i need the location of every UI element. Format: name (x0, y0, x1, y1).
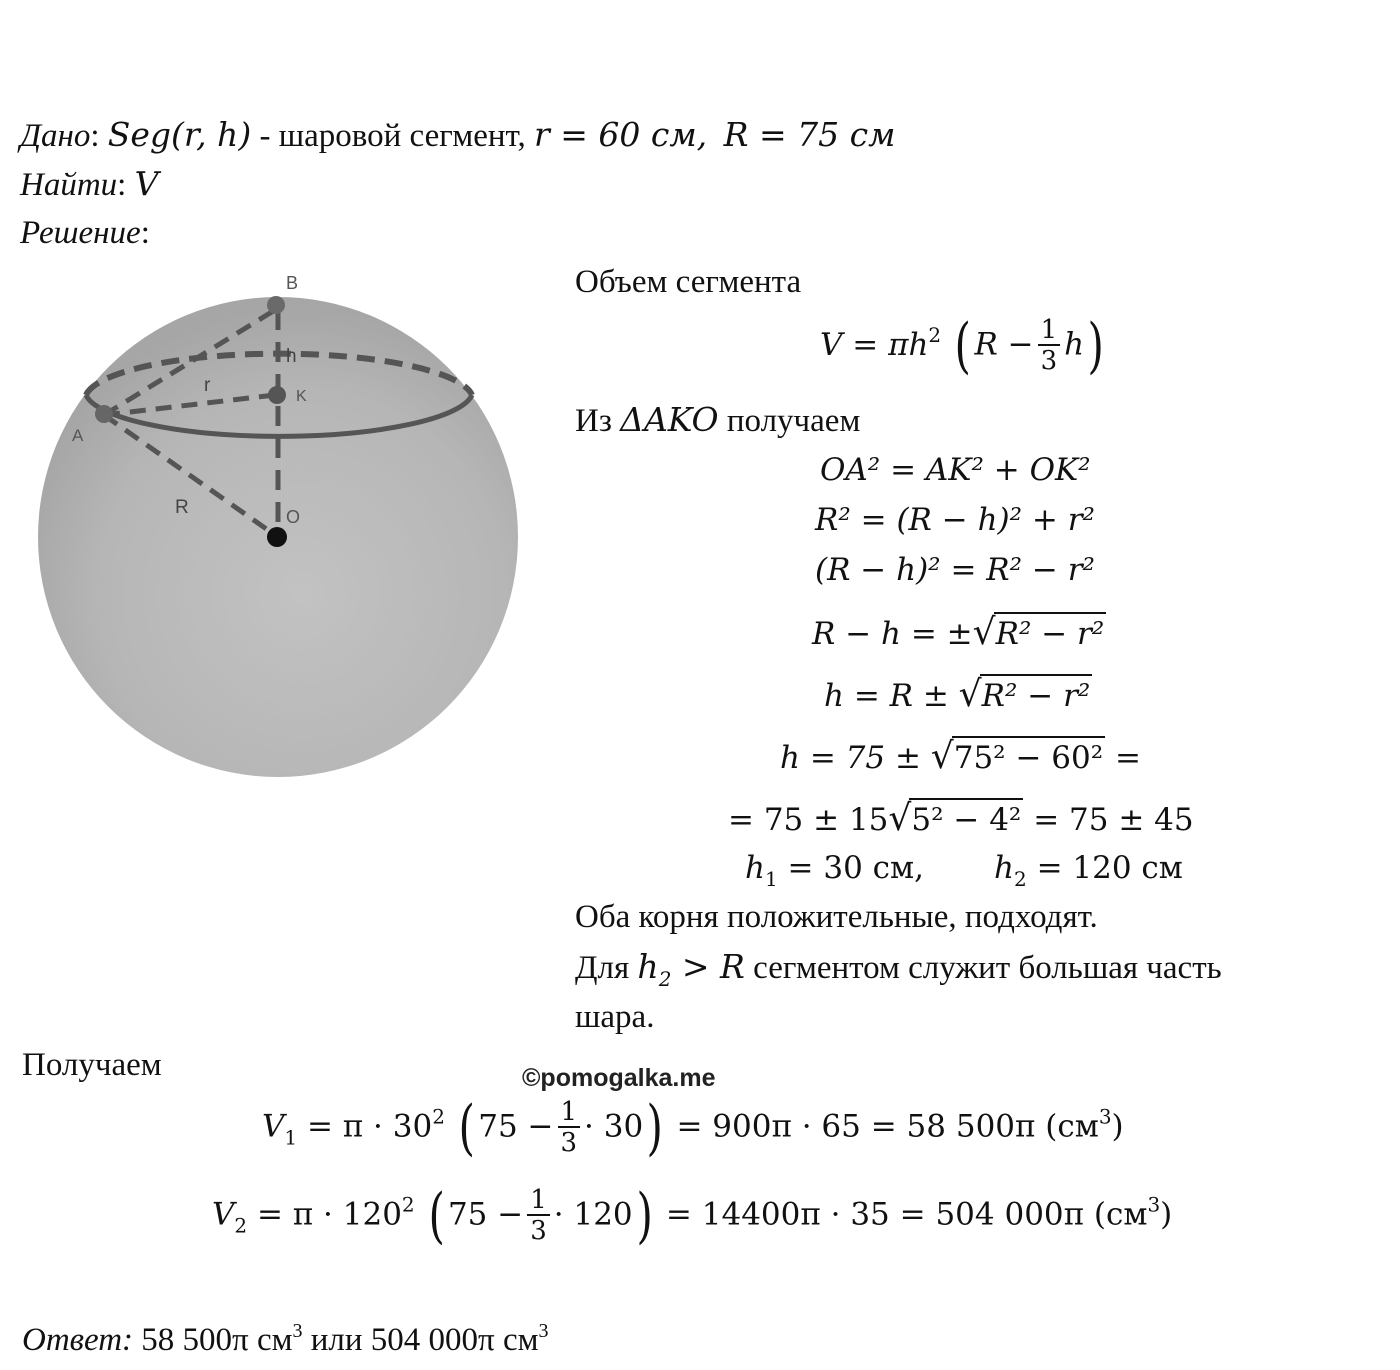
volume-title: Объем сегмента (575, 264, 802, 300)
volume-2-equation: $V_2 = \pi \cdot 120^2$ ( 75 − $\frac{1}{3}$ · 120) = 14400π · 35 = 504 000π $(см^3)$ (212, 1181, 1173, 1251)
answer-label: Ответ: (22, 1322, 134, 1358)
sphere-diagram (20, 255, 540, 795)
radius-r-value: r = 60 см, (533, 115, 708, 154)
volume-1-equation: $V_1 = \pi \cdot 30^2$ ( 75 − $\frac{1}{3}$ · 30) = 900π · 65 = 58 500π $(см^3)$ (262, 1093, 1124, 1163)
point-A (95, 405, 113, 423)
equation-3: (R − h)² = R² − r² (815, 552, 1095, 588)
radius-R-value: R = 75 см (723, 115, 896, 154)
given-description: - шаровой сегмент, (251, 118, 534, 154)
point-K (268, 386, 286, 404)
ball-text: шара. (575, 999, 655, 1035)
equation-4: R − h = ±√R² − r² (812, 612, 1105, 653)
label-B: B (286, 273, 299, 293)
label-h: h (286, 346, 297, 367)
equation-1: OA² = AK² + OK² (820, 452, 1091, 488)
label-K: K (296, 388, 307, 405)
point-O (267, 527, 287, 547)
equation-6: h = 75 ± √75² − 60² = (780, 736, 1142, 777)
roots-line: $h_1 = 30$ см, $h_2 = 120$ см (745, 850, 1183, 891)
watermark: ©pomogalka.me (522, 1064, 716, 1092)
equation-5: h = R ± √R² − r² (824, 674, 1091, 715)
equation-7: = 75 ± 15√5² − 4² = 75 ± 45 (728, 798, 1194, 839)
given-line: Дано: Seg(r, h) - шаровой сегмент, r = 60 см, R = 75 см (20, 115, 896, 154)
answer-line: Ответ: 58 500π $см^3$ или 504 000π $см^3$ (22, 1320, 549, 1358)
volume-formula: $V = \pi h^2$ ( R − $\frac{1}{3}$ h) (820, 311, 1105, 381)
volume-lhs: $V = \pi h^2$ (820, 322, 942, 363)
both-roots-text: Оба корня положительные, подходят. (575, 899, 1098, 935)
find-label: Найти (20, 167, 118, 203)
point-B (267, 296, 285, 314)
segment-expression: Seg(r, h) (107, 115, 252, 154)
answer-v1: 58 500π см (133, 1322, 293, 1358)
label-r: r (204, 375, 211, 396)
solution-line: Решение: (20, 215, 150, 251)
for-h2-text: Для $h_2 > R$ сегментом служит большая часть (575, 947, 1222, 991)
label-O: O (286, 507, 301, 527)
from-triangle: Из ΔAKO получаем (575, 400, 861, 439)
label-R: R (175, 497, 189, 518)
find-line: Найти: V (20, 164, 159, 203)
solution-label: Решение (20, 215, 141, 251)
find-value: V (134, 164, 159, 203)
equation-2: R² = (R − h)² + r² (815, 502, 1095, 538)
get-label: Получаем (22, 1047, 162, 1083)
label-A: A (72, 426, 84, 445)
given-label: Дано (20, 118, 91, 154)
fraction-one-third: $\frac{1}{3}$ (1038, 316, 1061, 376)
answer-v2: 504 000π см (370, 1322, 539, 1358)
